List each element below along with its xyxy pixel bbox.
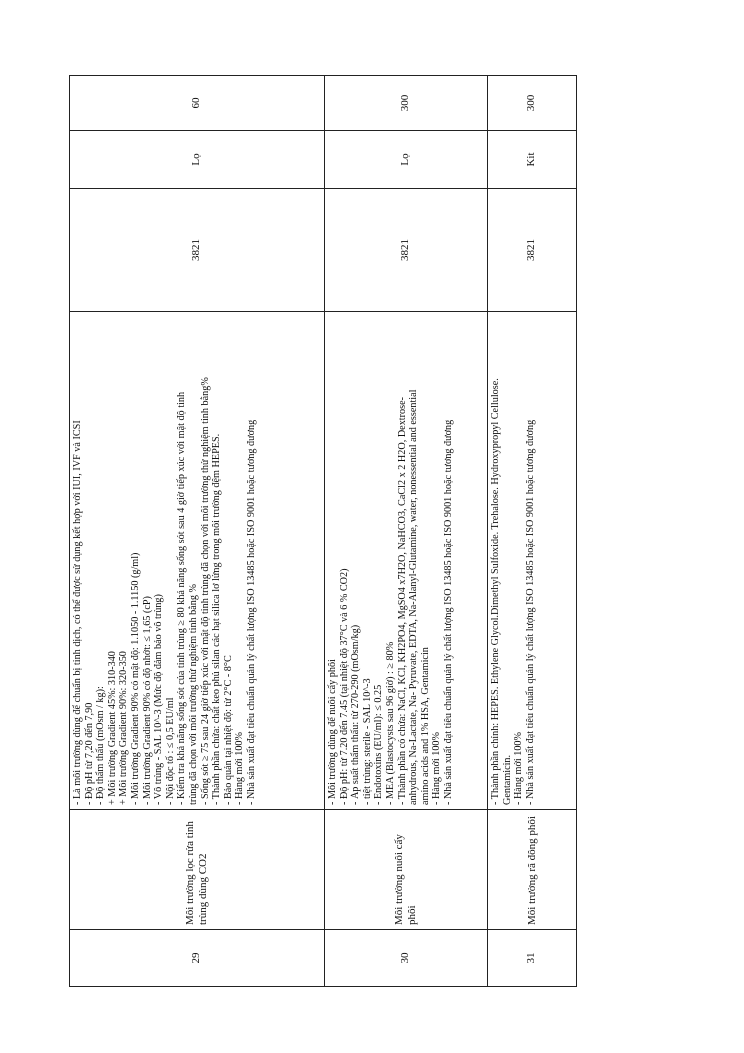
spec-line: Gentamicin. — [501, 754, 513, 805]
spec-line: - Thành phần có chứa: NaCl, KCl, KH2PO4, MgSO4 x7H2O, NaHCO3, CaCl2 x 2 H2O, Dextrose- — [396, 397, 408, 805]
spec-line: - Môi trường Gradient 90% có mật độ: 1.1050 - 1.1150 (g/ml) — [129, 552, 141, 805]
spec-line: - Độ pH: từ 7.20 đến 7.45 (tại nhiệt độ 37°C và 6 % CO2) — [338, 568, 350, 805]
spec-line: - Là môi trường dùng để chuẩn bị tinh dịch, có thể được sử dụng kết hợp với IUI, IVF và ICSI — [72, 420, 83, 805]
table-row — [325, 76, 488, 987]
item-specification — [325, 312, 488, 810]
item-quantity: 60 — [70, 76, 325, 131]
item-unit: Lọ — [325, 131, 488, 189]
item-name: Môi trường nuôi cấy phôi — [325, 810, 488, 930]
spec-line: - Nhà sản xuất đạt tiêu chuẩn quản lý chất lượng ISO 13485 hoặc ISO 9001 hoặc tương đương — [245, 419, 257, 805]
spec-line: - Thành phần chính: HEPES. Ethylene Glycol.Dimethyl Sulfoxide. Trehalose. Hydroxypropyl Cellulose. — [490, 378, 501, 805]
item-code: 3821 — [70, 189, 325, 312]
spec-line: - Hàng mới 100% — [431, 731, 443, 805]
item-name: Môi trường rã đông phôi — [488, 810, 577, 930]
item-quantity: 300 — [488, 76, 577, 131]
spec-line: - Kiểm tra khả năng sống sót của tinh trùng ≥ 80 khả năng sống sót sau 4 giờ tiếp xúc với mật độ tinh — [176, 391, 188, 805]
spec-line: - Áp suất thẩm thấu: từ 270-290 (mOsm/kg) — [350, 624, 362, 805]
spec-line: amino acids and 1% HSA, Gentamicin — [419, 647, 431, 805]
item-quantity: 300 — [325, 76, 488, 131]
spec-line: - MEA (Blastocysts sau 96 giờ) : ≥ 80% — [384, 641, 396, 805]
spec-line: - Môi trường Gradient 90% có độ nhớt: ≤ 1,65 (cP) — [141, 596, 153, 805]
item-unit: Lọ — [70, 131, 325, 189]
spec-line: - Bảo quản tại nhiệt độ: từ 2°C - 8°C — [222, 655, 234, 805]
table-row — [488, 76, 577, 987]
spec-line: - Độ pH từ 7,20 đến 7,90 — [83, 702, 95, 805]
equipment-table-sheet — [69, 76, 576, 987]
spec-line: trùng đã chọn với môi trường thử nghiệm tinh bằng % — [187, 583, 199, 805]
item-code: 3821 — [488, 189, 577, 312]
table-row — [70, 76, 325, 987]
item-unit: Kit — [488, 131, 577, 189]
spec-line: - Hàng mới 100% — [234, 731, 246, 805]
spec-line: - Độ thẩm thấu (mOsm / kg): — [95, 686, 107, 805]
specification-table — [69, 75, 577, 987]
spec-line: - Nội độc tố : ≤ 0,5 EU/ml — [164, 697, 176, 805]
spec-line: + Môi trường Gradient 45%: 310-340 — [106, 651, 118, 805]
spec-line: - Nhà sản xuất đạt tiêu chuẩn quản lý chất lượng ISO 13485 hoặc ISO 9001 hoặc tương đương — [524, 419, 536, 805]
spec-line: anhydrous, Na-Lactate, Na- Pyruvate, EDTA, Na-Alanyl-Glutamine, water, nonessential and essential — [408, 389, 420, 805]
item-specification — [70, 312, 325, 810]
spec-line: - Vô trùng - SAL 10^-3 (Mức độ đảm bảo vô trùng) — [153, 594, 165, 805]
spec-line: - Endotoxins (EU/ml): ≤ 0.25 — [373, 684, 385, 805]
spec-line: - Môi trường dùng để nuôi cấy phôi — [327, 659, 338, 805]
spec-line: - tiệt trùng: sterile - SAL 10^-3 — [361, 678, 373, 805]
spec-line: - Sống sót ≥ 75 sau 24 giờ tiếp xúc với mật độ tinh trùng đã chọn với môi trường thử nghiệm tinh bằng% — [199, 377, 211, 805]
row-number: 29 — [70, 930, 325, 987]
item-specification — [488, 312, 577, 810]
row-number: 31 — [488, 930, 577, 987]
spec-line: - Nhà sản xuất đạt tiêu chuẩn quản lý chất lượng ISO 13485 hoặc ISO 9001 hoặc tương đương — [442, 419, 454, 805]
spec-line: - Thành phần chứa: chất keo phủ silan các hạt silica lơ lửng trong môi trường đệm HEPES. — [211, 433, 223, 805]
row-number: 30 — [325, 930, 488, 987]
spec-line: + Môi trường Gradient 90%: 320-350 — [118, 651, 130, 805]
spec-line: - Hàng mới 100% — [513, 731, 525, 805]
rotated-page — [69, 76, 576, 987]
item-code: 3821 — [325, 189, 488, 312]
item-name: Môi trường lọc rửa tinh trùng dùng CO2 — [70, 810, 325, 930]
